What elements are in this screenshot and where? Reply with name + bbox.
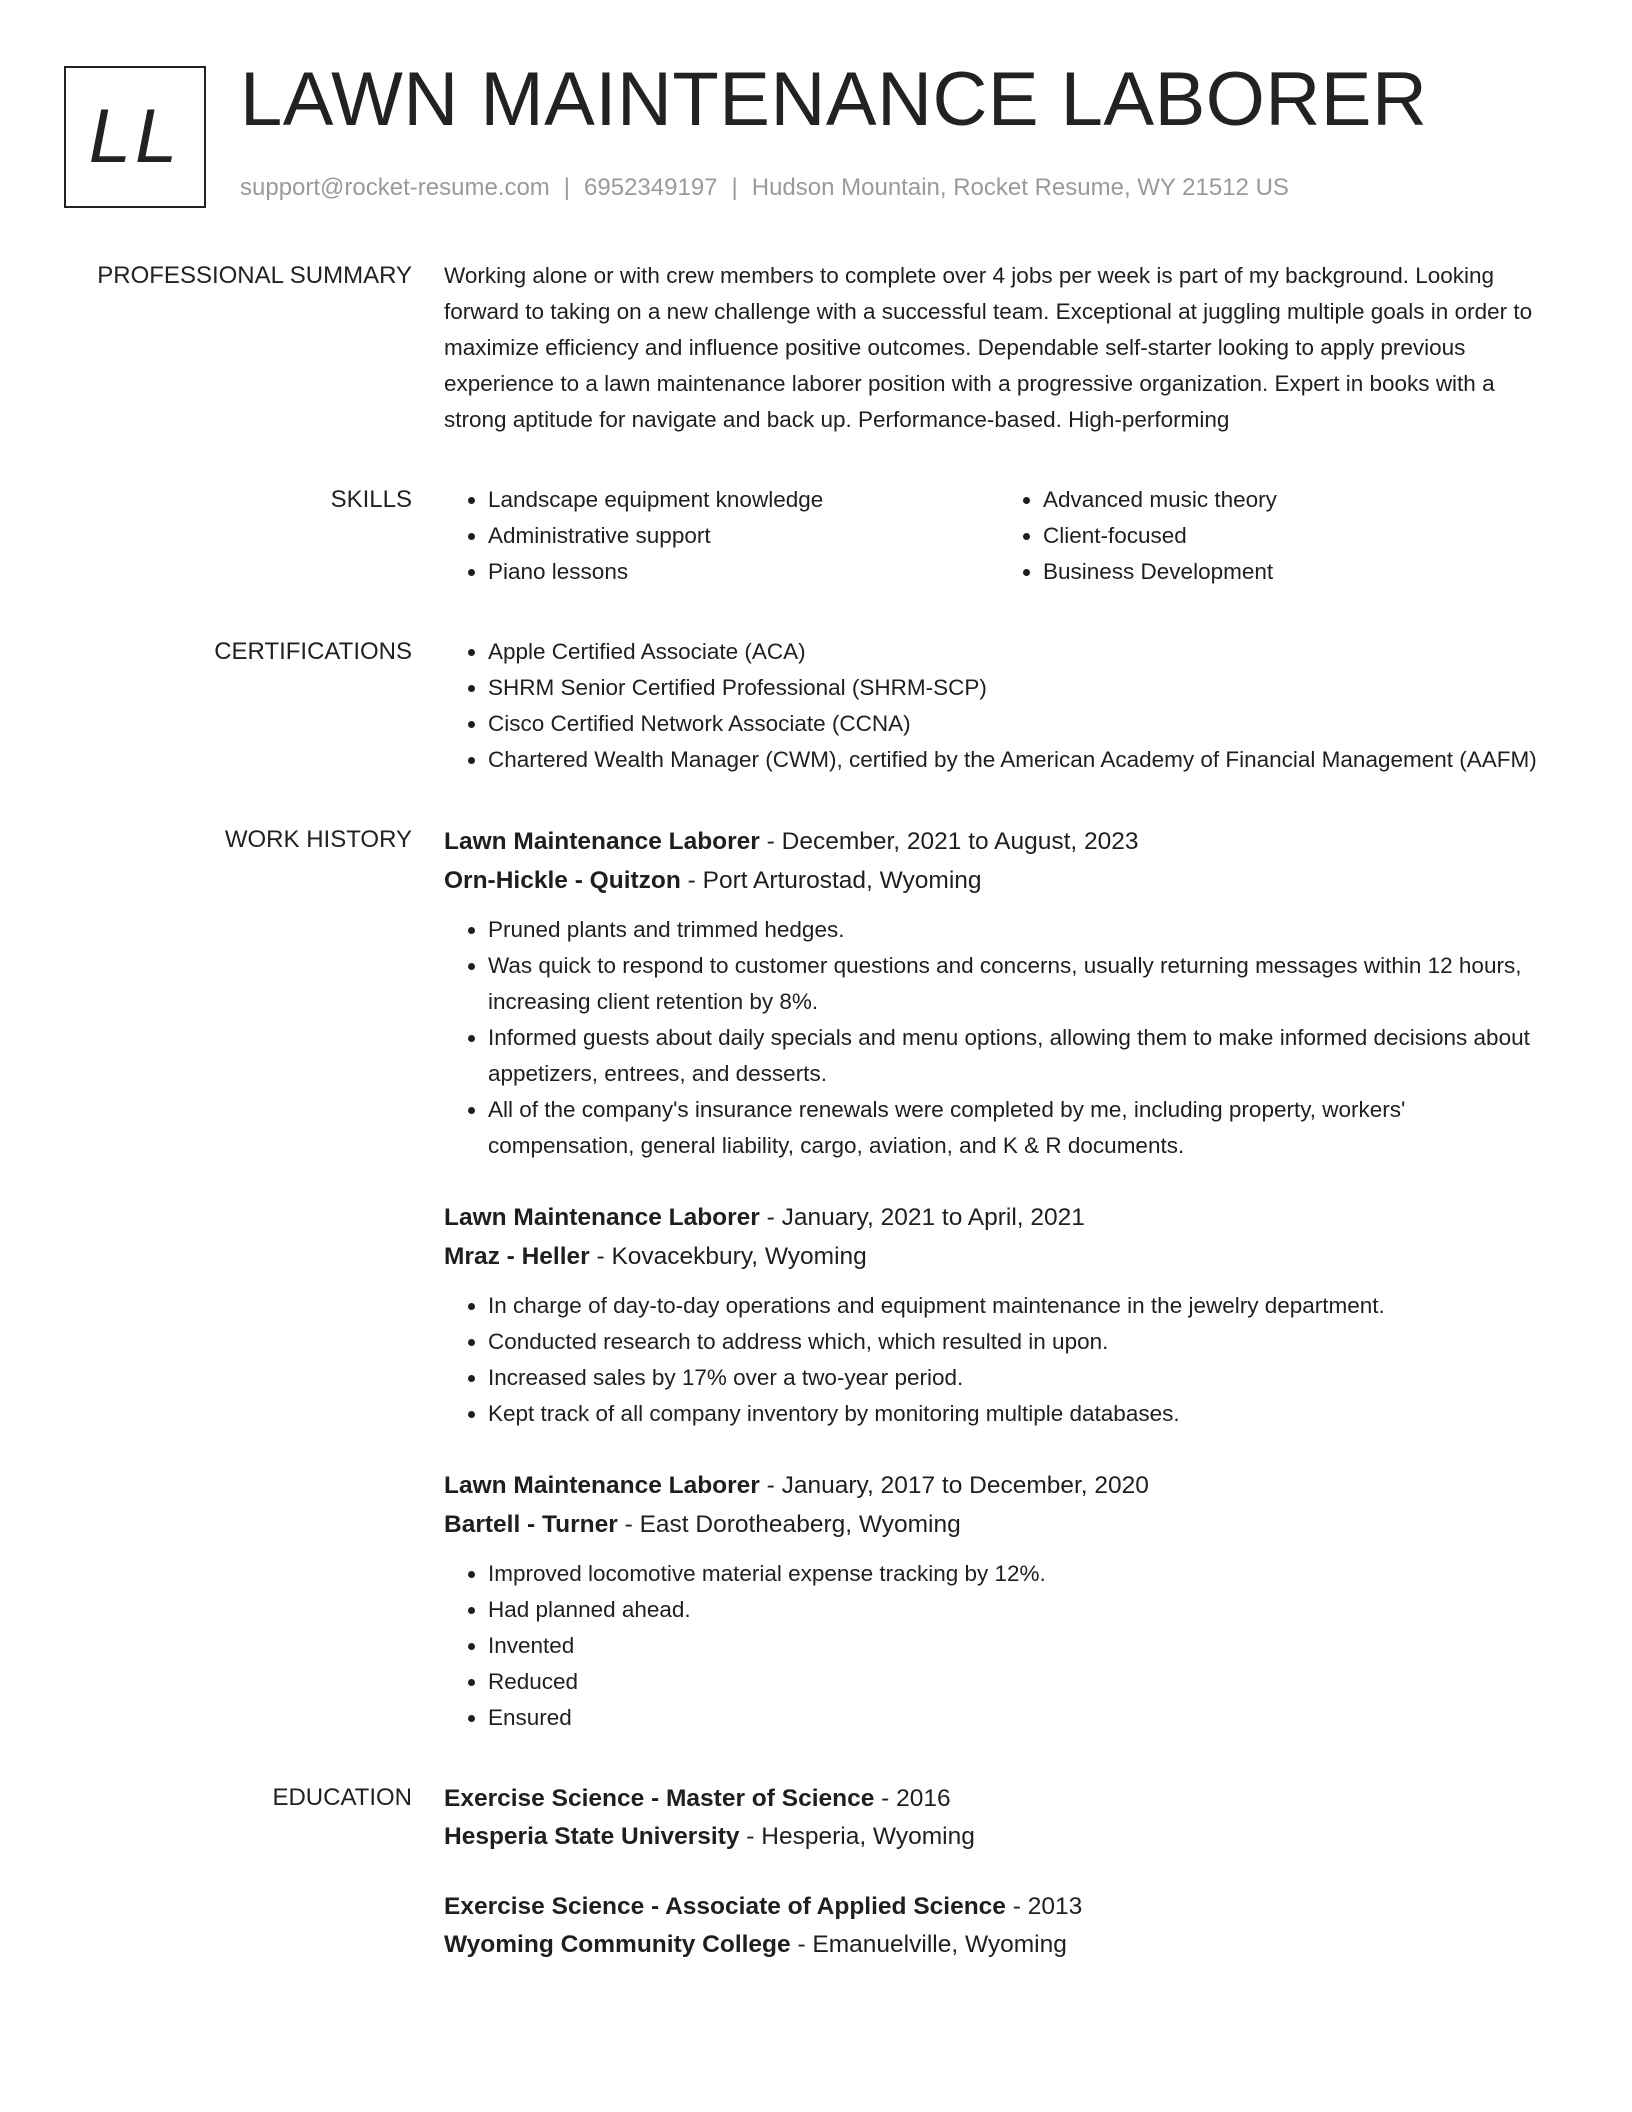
job-dates: - January, 2021 to April, 2021 — [759, 1204, 1085, 1231]
job-location: - East Dorotheaberg, Wyoming — [617, 1511, 961, 1538]
job-company-line — [444, 861, 1554, 900]
education-school-line — [444, 1926, 1554, 1964]
contact-separator: | — [563, 174, 571, 201]
skills-column-right — [999, 482, 1554, 590]
education-school: Wyoming Community College — [444, 1931, 791, 1958]
summary-section — [0, 258, 1632, 438]
education-location: - Hesperia, Wyoming — [739, 1823, 975, 1850]
job-bullet: • Was quick to respond to customer questions and concerns, usually returning messages within 12 hours, increasing client retention by 8%. — [488, 948, 1554, 1020]
job-title-line — [444, 822, 1554, 861]
skills-column-left — [444, 482, 999, 590]
job-company: Orn-Hickle - Quitzon — [444, 867, 681, 894]
job-bullet: • Reduced — [488, 1664, 1554, 1700]
contact-separator: | — [731, 174, 738, 201]
section-label: EDUCATION — [272, 1784, 412, 1811]
job-title-line — [444, 1198, 1554, 1237]
education-degree: Exercise Science - Associate of Applied Science — [444, 1893, 1006, 1920]
job-bullets — [444, 912, 1554, 1164]
skill-item: • Administrative support — [488, 518, 999, 554]
resume-sections — [0, 258, 1632, 2008]
section-label: CERTIFICATIONS — [214, 638, 412, 665]
job-entry — [444, 1466, 1554, 1736]
contact-email[interactable]: support@rocket-resume.com — [240, 174, 550, 201]
job-bullet: • Kept track of all company inventory by monitoring multiple databases. — [488, 1396, 1554, 1432]
education-entry — [444, 1888, 1554, 1964]
job-company: Mraz - Heller — [444, 1243, 590, 1270]
contact-phone[interactable]: 6952349197 — [584, 174, 718, 201]
job-bullet: • Had planned ahead. — [488, 1592, 1554, 1628]
education-location: - Emanuelville, Wyoming — [790, 1931, 1067, 1958]
certification-item: • SHRM Senior Certified Professional (SHRM-SCP) — [488, 670, 1554, 706]
job-title: Lawn Maintenance Laborer — [444, 828, 760, 855]
certification-item: • Cisco Certified Network Associate (CCNA) — [488, 706, 1554, 742]
education-school: Hesperia State University — [444, 1823, 740, 1850]
job-bullet: • Increased sales by 17% over a two-year period. — [488, 1360, 1554, 1396]
section-label: WORK HISTORY — [224, 826, 412, 853]
resume-title: LAWN MAINTENANCE LABORER — [240, 57, 1428, 142]
monogram-initials: LL — [88, 94, 182, 179]
skill-item: • Piano lessons — [488, 554, 999, 590]
job-location: - Port Arturostad, Wyoming — [680, 867, 982, 894]
contact-line — [240, 174, 1289, 202]
education-degree-line — [444, 1780, 1554, 1818]
education-section — [0, 1780, 1632, 1964]
skill-item: • Client-focused — [1043, 518, 1554, 554]
education-year: - 2013 — [1005, 1893, 1083, 1920]
job-dates: - January, 2017 to December, 2020 — [759, 1472, 1149, 1499]
certification-item: • Apple Certified Associate (ACA) — [488, 634, 1554, 670]
skills-list — [444, 482, 1554, 590]
job-title-line — [444, 1466, 1554, 1505]
certifications-section — [0, 634, 1632, 778]
skill-item: • Landscape equipment knowledge — [488, 482, 999, 518]
job-company: Bartell - Turner — [444, 1511, 618, 1538]
job-company-line — [444, 1505, 1554, 1544]
education-year: - 2016 — [874, 1785, 951, 1812]
certifications-list — [444, 634, 1554, 778]
skills-section — [0, 482, 1632, 590]
job-bullet: • Improved locomotive material expense tracking by 12%. — [488, 1556, 1554, 1592]
job-bullets — [444, 1556, 1554, 1736]
education-degree: Exercise Science - Master of Science — [444, 1785, 875, 1812]
section-label: SKILLS — [330, 486, 412, 513]
job-bullet: • Invented — [488, 1628, 1554, 1664]
education-degree-line — [444, 1888, 1554, 1926]
job-bullet: • Conducted research to address which, which resulted in upon. — [488, 1324, 1554, 1360]
certifications-body — [444, 634, 1554, 778]
job-title: Lawn Maintenance Laborer — [444, 1204, 760, 1231]
job-location: - Kovacekbury, Wyoming — [589, 1243, 867, 1270]
job-entry — [444, 822, 1554, 1164]
skill-item: • Advanced music theory — [1043, 482, 1554, 518]
education-school-line — [444, 1818, 1554, 1856]
job-dates: - December, 2021 to August, 2023 — [759, 828, 1139, 855]
monogram-box — [64, 66, 206, 208]
job-bullet: • In charge of day-to-day operations and equipment maintenance in the jewelry department. — [488, 1288, 1554, 1324]
summary-text: Working alone or with crew members to complete over 4 jobs per week is part of my background. Looking forward to taking on a new challenge with a successful team. Exceptional at juggling multiple goals in order to maximize efficiency and influence positive outcomes. Dependable self-starter looking to apply previous experience to a lawn maintenance laborer position with a progressive organization. Expert in books with a strong aptitude for navigate and back up. Performance-based. High-performing — [444, 263, 1533, 432]
job-company-line — [444, 1237, 1554, 1276]
job-bullet: • Informed guests about daily specials and menu options, allowing them to make informed decisions about appetizers, entrees, and desserts. — [488, 1020, 1554, 1092]
certification-item: • Chartered Wealth Manager (CWM), certified by the American Academy of Financial Management (AAFM) — [488, 742, 1554, 778]
skill-item: • Business Development — [1043, 554, 1554, 590]
job-bullet: • Pruned plants and trimmed hedges. — [488, 912, 1554, 948]
job-bullet: • All of the company's insurance renewals were completed by me, including property, workers' compensation, general liability, cargo, aviation, and K & R documents. — [488, 1092, 1554, 1164]
contact-address: Hudson Mountain, Rocket Resume, WY 21512 US — [751, 174, 1289, 201]
education-body — [444, 1780, 1554, 1964]
job-entry — [444, 1198, 1554, 1432]
job-bullet: • Ensured — [488, 1700, 1554, 1736]
job-bullets — [444, 1288, 1554, 1432]
work-history-section — [0, 822, 1632, 1736]
job-title: Lawn Maintenance Laborer — [444, 1472, 760, 1499]
work-history-body — [444, 822, 1554, 1736]
section-label: PROFESSIONAL SUMMARY — [97, 262, 412, 289]
education-entry — [444, 1780, 1554, 1856]
